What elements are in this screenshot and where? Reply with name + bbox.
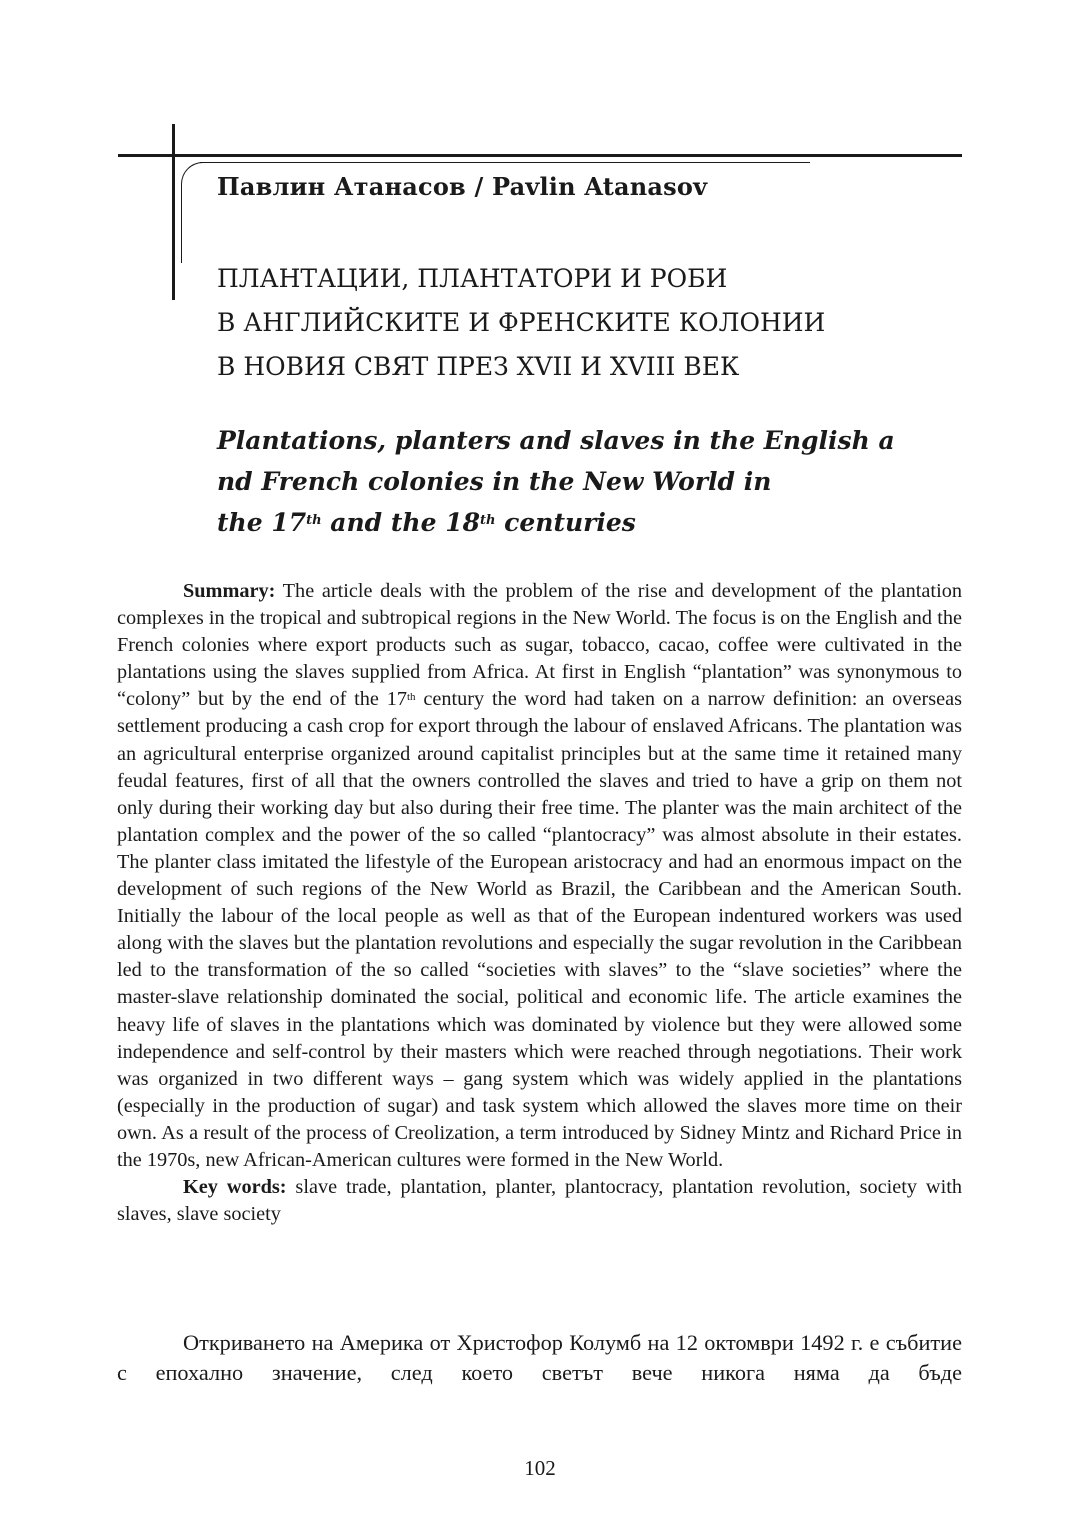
body-paragraph: Откриването на Америка от Христофор Колумб на 12 октомври 1492 г. е събитие с епохално значение, след което светът вече никога няма да бъде <box>117 1330 962 1385</box>
title-bg-line-2: В АНГЛИЙСКИТЕ И ФРЕНСКИТЕ КОЛОНИИ <box>217 308 826 337</box>
title-en-line-3-part-b: and the 18 <box>321 508 480 537</box>
summary-sup: th <box>407 691 416 704</box>
title-bulgarian <box>217 257 825 389</box>
title-en-sup-1: th <box>306 513 322 528</box>
summary-text-b: century the word had taken on a narrow definition: an overseas settlement producing a cash crop for export through the labour of enslaved Africans. The plantation was an agricultural enterprise organized around capitalist principles but at the same time it retained many feudal features, first of all that the owners controlled the slaves and tried to have a grip on them not only during their working day but also during their free time. The planter was the main architect of the plantation complex and the power of the so called “plantocracy” was almost absolute in their estates. The planter class imitated the lifestyle of the European aristocracy and had an enormous impact on the development of such regions of the New World as Brazil, the Caribbean and the American South. Initially the labour of the local people as well as that of the European indentured workers was used along with the slaves but the plantation revolutions and especially the sugar revolution in the Caribbean led to the transformation of the so called “societies with slaves” to the “slave societies” where the master-slave relationship dominated the social, political and economic life. The article examines the heavy life of slaves in the plantations which was dominated by violence but they were allowed some independence and self-control by their masters which were reached through negotiations. Their work was organized in two different ways – gang system which was widely applied in the plantations (especially in the production of sugar) and task system which allowed the slaves more time on their own. As a result of the process of Creolization, a term introduced by Sidney Mintz and Richard Price in the 1970s, new African-American cultures were formed in the New World. <box>117 688 962 1171</box>
title-en-line-3-part-c: centuries <box>495 508 636 537</box>
summary-text-a: The article deals with the problem of the rise and development of the plantation complexes in the tropical and subtropical regions in the New World. The focus is on the English and the French colonies where export products such as sugar, tobacco, cacao, coffee were cultivated in the plantations using the slaves supplied from Africa. At first in English “plantation” was synonymous to “colony” but by the end of the 17 <box>117 580 962 711</box>
title-en-sup-2: th <box>479 513 496 528</box>
title-en-line-2: nd French colonies in the New World in <box>217 467 772 496</box>
header-corner-curve <box>181 162 222 263</box>
abstract <box>117 578 962 1228</box>
title-en-line-3 <box>217 502 895 543</box>
title-en-line-1: Plantations, planters and slaves in the English a <box>217 426 895 455</box>
title-bg-line-1: ПЛАНТАЦИИ, ПЛАНТАТОРИ И РОБИ <box>217 264 728 293</box>
title-en-line-3-part-a: the 17 <box>217 508 307 537</box>
keywords-paragraph <box>117 1174 962 1228</box>
header-rule-inner <box>200 162 810 163</box>
keywords-label: Key words: <box>183 1176 287 1199</box>
title-english <box>217 420 895 543</box>
body-text <box>117 1328 962 1388</box>
summary-paragraph <box>117 578 962 1174</box>
author-name: Павлин Атанасов / Pavlin Atanasov <box>217 172 708 201</box>
header-rule-vertical <box>172 124 175 300</box>
title-bg-line-3: В НОВИЯ СВЯТ ПРЕЗ XVII И XVIII ВЕК <box>217 352 740 381</box>
keywords-text: slave trade, plantation, planter, plantocracy, plantation revolution, society with slaves, slave society <box>117 1176 962 1226</box>
summary-label: Summary: <box>183 580 276 602</box>
page-number: 102 <box>524 1456 556 1480</box>
header-rule-horizontal <box>118 154 962 157</box>
